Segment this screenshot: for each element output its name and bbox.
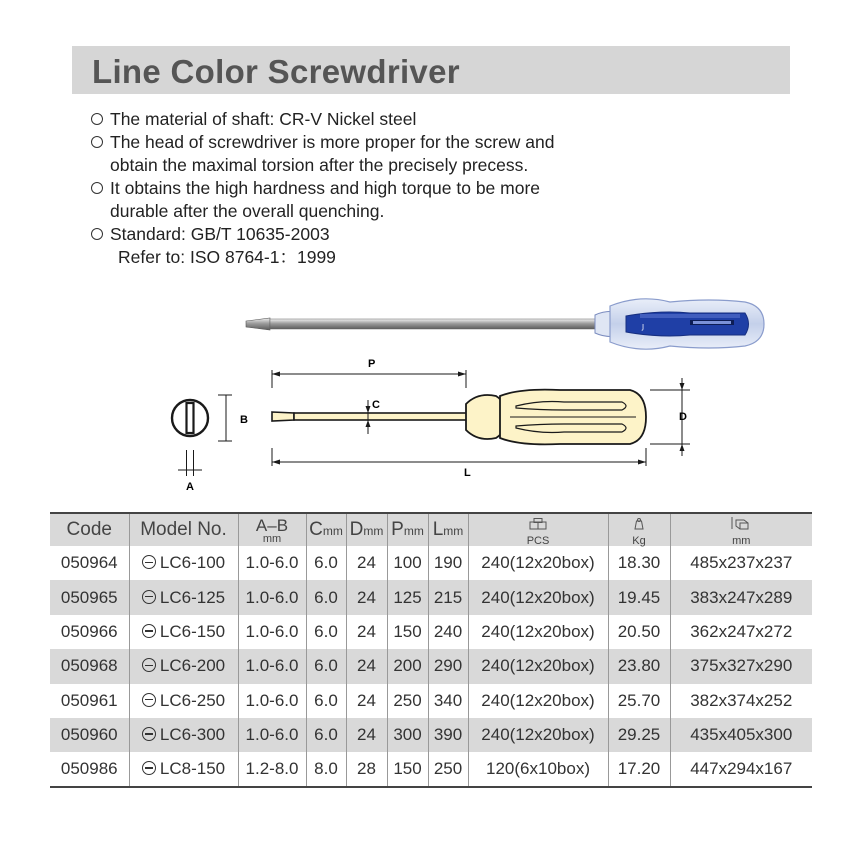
dim-label-b: B: [240, 414, 248, 426]
cell-size: 447x294x167: [690, 759, 793, 779]
col-header-code: Code: [50, 513, 129, 546]
cell-pcs: 240(12x20box): [468, 615, 608, 649]
feature-text: The head of screwdriver is more proper for the screw and: [110, 132, 555, 152]
cell-l: 290: [428, 649, 468, 683]
cell-code: 050964: [50, 546, 129, 580]
col-header-d-unit: mm: [363, 524, 384, 538]
table-row: [50, 546, 812, 580]
cell-kg: 23.80: [608, 649, 670, 683]
col-header-pcs-label: PCS: [526, 535, 550, 548]
cell-size: 375x327x290: [690, 656, 793, 676]
cell-model: [129, 546, 238, 580]
col-header-ab-label: A–B: [255, 515, 289, 535]
col-header-c: [306, 513, 346, 546]
table-row: [50, 752, 812, 786]
circle-bullet-icon: [91, 228, 103, 240]
cell-size: 383x247x289: [690, 587, 793, 607]
cell-l: 240: [428, 615, 468, 649]
model-number: LC8-150: [159, 759, 226, 779]
cell-ab: 1.0-6.0: [238, 684, 306, 718]
cell-p: 150: [387, 615, 428, 649]
col-header-kg: [608, 513, 670, 546]
cell-p: 100: [387, 546, 428, 580]
cell-c: 6.0: [306, 546, 346, 580]
cell-p: 150: [387, 752, 428, 786]
dim-label-l: L: [464, 467, 471, 479]
col-header-l: [428, 513, 468, 546]
cell-p: 200: [387, 649, 428, 683]
cell-c: 6.0: [306, 718, 346, 752]
refer-item: [90, 246, 790, 269]
cell-p: 250: [387, 684, 428, 718]
col-header-model: Model No.: [129, 513, 238, 546]
col-header-p-label: P: [391, 519, 404, 540]
table-header-row: [50, 513, 812, 546]
cell-model: [129, 580, 238, 614]
box-stack-icon: [528, 514, 548, 536]
cell-d: 24: [346, 684, 387, 718]
technical-drawing: [160, 352, 700, 499]
cell-c: 6.0: [306, 580, 346, 614]
col-header-l-unit: mm: [443, 524, 464, 538]
minus-circle-icon: [142, 658, 156, 672]
cell-l: 250: [428, 752, 468, 786]
minus-circle-icon: [142, 761, 156, 775]
cell-model: [129, 752, 238, 786]
dim-label-a: A: [186, 481, 194, 493]
cell-code: 050961: [50, 684, 129, 718]
page-title: Line Color Screwdriver: [92, 53, 460, 90]
minus-circle-icon: [142, 624, 156, 638]
cell-code: 050960: [50, 718, 129, 752]
feature-item: [90, 131, 790, 177]
cell-l: 215: [428, 580, 468, 614]
cell-d: 28: [346, 752, 387, 786]
cell-model: [129, 615, 238, 649]
cell-c: 6.0: [306, 649, 346, 683]
standard-text: Standard: GB/T 10635-2003: [110, 224, 330, 244]
minus-circle-icon: [142, 693, 156, 707]
cell-ab: 1.0-6.0: [238, 718, 306, 752]
cell-code: 050966: [50, 615, 129, 649]
minus-circle-icon: [142, 727, 156, 741]
feature-item: [90, 108, 790, 131]
standard-item: [90, 223, 790, 246]
feature-text: The material of shaft: CR-V Nickel steel: [110, 109, 417, 129]
cell-pcs: 120(6x10box): [468, 752, 608, 786]
svg-text:J: J: [642, 323, 645, 331]
cell-kg: 25.70: [608, 684, 670, 718]
col-header-size-unit: mm: [732, 535, 751, 548]
cell-code: 050965: [50, 580, 129, 614]
col-header-p: [387, 513, 428, 546]
circle-bullet-icon: [91, 136, 103, 148]
feature-item: [90, 177, 790, 223]
title-bar: [72, 46, 790, 94]
model-number: LC6-200: [159, 656, 226, 676]
cell-pcs: 240(12x20box): [468, 684, 608, 718]
col-header-size: [670, 513, 812, 546]
cell-pcs: 240(12x20box): [468, 718, 608, 752]
col-header-pcs: [468, 513, 608, 546]
cell-c: 6.0: [306, 615, 346, 649]
col-header-l-label: L: [432, 519, 444, 540]
table-row: [50, 580, 812, 614]
table-row: [50, 718, 812, 752]
product-photo: [240, 288, 770, 359]
dim-label-p: P: [368, 358, 376, 370]
minus-circle-icon: [142, 590, 156, 604]
col-header-d-label: D: [349, 519, 364, 540]
side-view: [272, 358, 690, 479]
cell-size: 362x247x272: [690, 621, 793, 641]
circle-bullet-icon: [91, 113, 103, 125]
cell-ab: 1.0-6.0: [238, 615, 306, 649]
cell-ab: 1.0-6.0: [238, 546, 306, 580]
model-number: LC6-125: [159, 587, 226, 607]
cell-model: [129, 718, 238, 752]
table-row: [50, 615, 812, 649]
cell-kg: 29.25: [608, 718, 670, 752]
cell-c: 8.0: [306, 752, 346, 786]
col-header-ab: [238, 513, 306, 546]
cell-code: 050968: [50, 649, 129, 683]
feature-text-continued: obtain the maximal torsion after the precisely precess.: [110, 155, 529, 175]
col-header-ab-unit: mm: [262, 532, 282, 545]
cell-pcs: 240(12x20box): [468, 580, 608, 614]
weight-icon: [631, 514, 647, 536]
tip-end-view: [172, 395, 248, 493]
cell-kg: 17.20: [608, 752, 670, 786]
cell-d: 24: [346, 615, 387, 649]
cell-l: 190: [428, 546, 468, 580]
cell-p: 300: [387, 718, 428, 752]
col-header-p-unit: mm: [403, 524, 424, 538]
cell-p: 125: [387, 580, 428, 614]
cell-kg: 20.50: [608, 615, 670, 649]
cell-d: 24: [346, 649, 387, 683]
cell-size: 382x374x252: [690, 690, 793, 710]
cell-pcs: 240(12x20box): [468, 546, 608, 580]
cell-l: 390: [428, 718, 468, 752]
cell-kg: 19.45: [608, 580, 670, 614]
feature-text-continued: durable after the overall quenching.: [110, 201, 385, 221]
cell-d: 24: [346, 718, 387, 752]
dim-label-c: C: [372, 399, 380, 411]
cell-ab: 1.0-6.0: [238, 649, 306, 683]
cell-d: 24: [346, 546, 387, 580]
col-header-kg-label: Kg: [632, 535, 646, 548]
feature-text: It obtains the high hardness and high torque to be more: [110, 178, 541, 198]
cell-kg: 18.30: [608, 546, 670, 580]
cell-c: 6.0: [306, 684, 346, 718]
table-row: [50, 649, 812, 683]
carton-dimension-icon: [730, 514, 752, 536]
circle-bullet-icon: [91, 182, 103, 194]
model-number: LC6-250: [159, 690, 226, 710]
col-header-d: [346, 513, 387, 546]
col-header-c-label: C: [309, 519, 323, 540]
cell-d: 24: [346, 580, 387, 614]
cell-pcs: 240(12x20box): [468, 649, 608, 683]
cell-l: 340: [428, 684, 468, 718]
refer-text: Refer to: ISO 8764-1：1999: [118, 247, 336, 267]
model-number: LC6-300: [159, 725, 226, 745]
col-header-c-unit: mm: [322, 524, 343, 538]
spec-table: [50, 512, 812, 788]
minus-circle-icon: [142, 555, 156, 569]
model-number: LC6-150: [159, 621, 226, 641]
cell-size: 435x405x300: [690, 725, 793, 745]
cell-ab: 1.0-6.0: [238, 580, 306, 614]
cell-ab: 1.2-8.0: [238, 752, 306, 786]
feature-list: [90, 108, 790, 269]
table-row: [50, 684, 812, 718]
model-number: LC6-100: [159, 553, 226, 573]
cell-size: 485x237x237: [690, 553, 793, 573]
dim-label-d: D: [679, 411, 687, 423]
cell-model: [129, 684, 238, 718]
cell-code: 050986: [50, 752, 129, 786]
cell-model: [129, 649, 238, 683]
